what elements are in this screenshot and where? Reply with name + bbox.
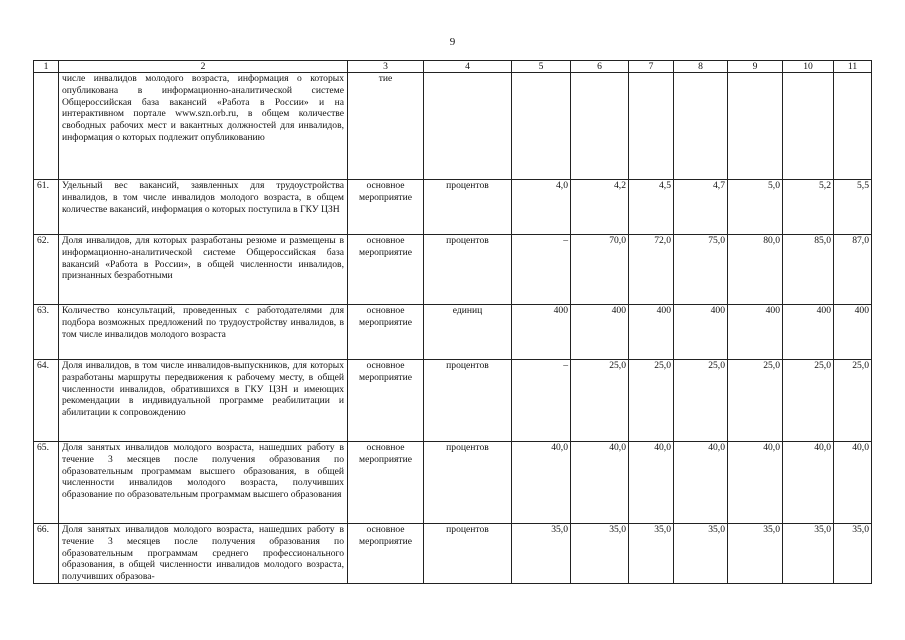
row-number: 61. [34, 180, 59, 235]
table-row [34, 180, 872, 235]
value-cell: 40,0 [629, 442, 674, 524]
header-cell: 2 [59, 61, 348, 73]
indicator-type: основное мероприятие [348, 235, 424, 305]
value-cell: – [512, 235, 571, 305]
indicator-type: основное мероприятие [348, 524, 424, 584]
continuation-row [34, 73, 872, 180]
value-cell: 400 [674, 305, 728, 360]
table-row [34, 442, 872, 524]
value-cell: 72,0 [629, 235, 674, 305]
value-cell: 5,5 [834, 180, 872, 235]
header-row [34, 61, 872, 73]
value-cell: – [512, 360, 571, 442]
value-cell: 35,0 [783, 524, 834, 584]
header-cell: 4 [424, 61, 512, 73]
value-cell: 40,0 [674, 442, 728, 524]
value-cell: 85,0 [783, 235, 834, 305]
indicator-text: Количество консультаций, проведенных с работодателями для подбора возможных предложений по трудоустройству инвалидов, в том числе инвалидов молодого возраста [59, 305, 348, 360]
table-row [34, 524, 872, 584]
value-cell: 25,0 [728, 360, 783, 442]
header-cell: 8 [674, 61, 728, 73]
header-cell: 3 [348, 61, 424, 73]
unit-cell: единиц [424, 305, 512, 360]
table-row [34, 235, 872, 305]
value-cell: 40,0 [512, 442, 571, 524]
unit-cell: процентов [424, 235, 512, 305]
table-row [34, 360, 872, 442]
value-cell: 35,0 [728, 524, 783, 584]
value-cell: 25,0 [783, 360, 834, 442]
value-cell: 80,0 [728, 235, 783, 305]
value-cell: 40,0 [783, 442, 834, 524]
value-cell: 75,0 [674, 235, 728, 305]
page-number: 9 [449, 36, 456, 48]
indicator-text: Доля инвалидов, в том числе инвалидов-выпускников, для которых разработаны маршруты передвижения к рабочему месту, в общей численности инвалидов, обратившихся в ГКУ ЦЗН и имеющих рекомендации в индивидуальной программе реабилитации и абилитации к сопровождению [59, 360, 348, 442]
header-cell: 10 [783, 61, 834, 73]
value-cell: 4,0 [512, 180, 571, 235]
indicator-text: Доля занятых инвалидов молодого возраста, нашедших работу в течение 3 месяцев после получения образования по образовательным программам высшего образования, в общей численности инвалидов молодого возраста, получивших образование по образовательным программам высшего образования [59, 442, 348, 524]
header-cell: 1 [34, 61, 59, 73]
value-cell: 400 [783, 305, 834, 360]
header-cell: 9 [728, 61, 783, 73]
value-cell: 400 [629, 305, 674, 360]
value-cell: 5,2 [783, 180, 834, 235]
value-cell: 35,0 [629, 524, 674, 584]
value-cell: 25,0 [834, 360, 872, 442]
indicator-text: Доля инвалидов, для которых разработаны резюме и размещены в информационно-аналитической системе Общероссийская база вакансий «Работа в России», в общей численности инвалидов, признанных безработными [59, 235, 348, 305]
value-cell: 35,0 [571, 524, 629, 584]
value-cell: 40,0 [834, 442, 872, 524]
value-cell: 400 [571, 305, 629, 360]
header-cell: 11 [834, 61, 872, 73]
value-cell: 400 [512, 305, 571, 360]
value-cell: 35,0 [512, 524, 571, 584]
table-row [34, 305, 872, 360]
indicator-type: основное мероприятие [348, 360, 424, 442]
unit-cell: процентов [424, 180, 512, 235]
row-number: 63. [34, 305, 59, 360]
indicators-table [33, 60, 872, 584]
value-cell: 35,0 [834, 524, 872, 584]
indicator-type: основное мероприятие [348, 180, 424, 235]
unit-cell: процентов [424, 360, 512, 442]
value-cell: 4,7 [674, 180, 728, 235]
value-cell: 35,0 [674, 524, 728, 584]
header-cell: 5 [512, 61, 571, 73]
row-number: 62. [34, 235, 59, 305]
indicator-text: Доля занятых инвалидов молодого возраста, нашедших работу в течение 3 месяцев после получения образования по образовательным программам среднего профессионального образования, в общей численности инвалидов молодого возраста, получивших образова- [59, 524, 348, 584]
indicator-type: тие [348, 73, 424, 180]
row-number: 64. [34, 360, 59, 442]
value-cell: 40,0 [571, 442, 629, 524]
indicator-type: основное мероприятие [348, 442, 424, 524]
value-cell: 25,0 [629, 360, 674, 442]
value-cell: 25,0 [571, 360, 629, 442]
unit-cell: процентов [424, 524, 512, 584]
value-cell: 25,0 [674, 360, 728, 442]
indicator-text: Удельный вес вакансий, заявленных для трудоустройства инвалидов, в том числе инвалидов молодого возраста, в общем количестве вакансий, информация о которых поступила в ГКУ ЦЗН [59, 180, 348, 235]
header-cell: 6 [571, 61, 629, 73]
value-cell: 5,0 [728, 180, 783, 235]
row-number: 66. [34, 524, 59, 584]
value-cell: 70,0 [571, 235, 629, 305]
value-cell: 400 [834, 305, 872, 360]
value-cell: 87,0 [834, 235, 872, 305]
indicator-type: основное мероприятие [348, 305, 424, 360]
value-cell: 400 [728, 305, 783, 360]
unit-cell: процентов [424, 442, 512, 524]
value-cell: 40,0 [728, 442, 783, 524]
indicator-text: числе инвалидов молодого возраста, информация о которых опубликована в информационно-аналитической системе Общероссийская база вакансий «Работа в России» и на интерактивном портале www.szn.orb.ru, в общем количестве свободных рабочих мест и вакантных должностей для инвалидов, информация о которых подлежит опубликованию [59, 73, 348, 180]
row-number: 65. [34, 442, 59, 524]
header-cell: 7 [629, 61, 674, 73]
value-cell: 4,2 [571, 180, 629, 235]
value-cell: 4,5 [629, 180, 674, 235]
